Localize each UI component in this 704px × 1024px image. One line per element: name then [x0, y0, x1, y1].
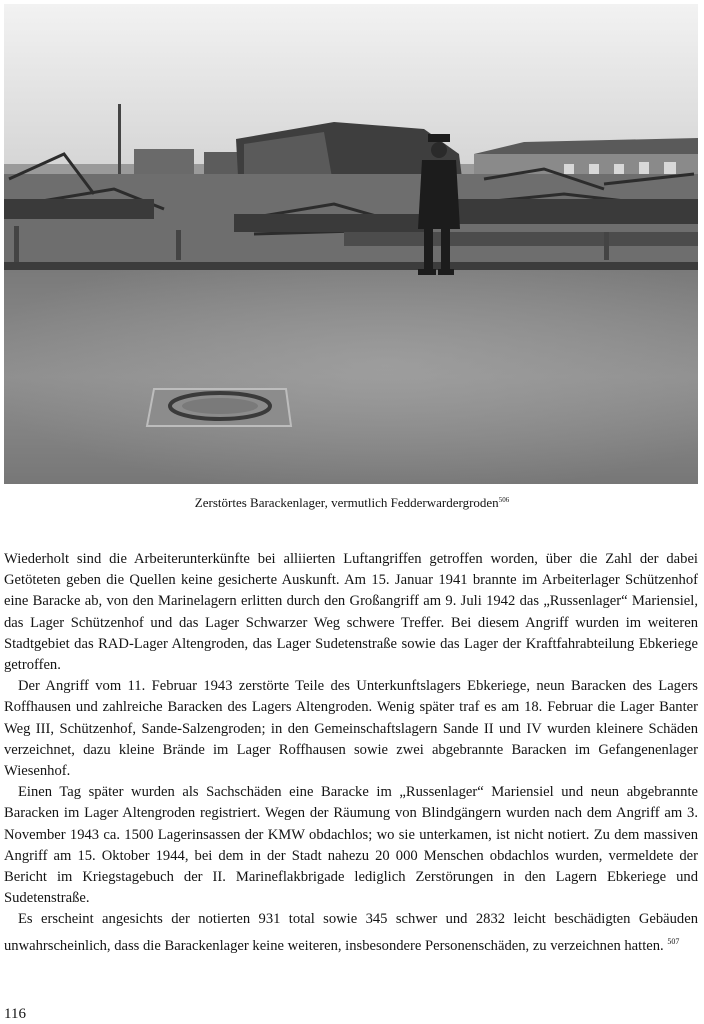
destroyed-barracks-photo: [4, 4, 698, 484]
paragraph-4: [4, 909, 698, 956]
paragraph-3: Einen Tag später wurden als Sachschäden eine Baracke im „Russenlager“ Mariensiel und neun abgebrannte Baracken im Lager Altengroden registriert. Wegen der Räumung von Blindgängern wurden nach dem Angriff am 3. November 1943 ca. 1500 Lagerinsassen der KMW obdachlos; wo sie unterkamen, ist nicht notiert. Zu dem massiven Angriff am 15. Oktober 1944, bei dem in der Stadt nahezu 20 000 Menschen obdachlos wurden, vermeldete der Bericht im Kriegstagebuch der II. Marineflakbrigade lediglich Zerstörungen in den Lagern Ebkeriege und Sudetenstraße.: [4, 784, 698, 907]
caption-text: Zerstörtes Barackenlager, vermutlich Fedderwardergroden: [194, 495, 499, 510]
page-number: 116: [4, 1006, 26, 1022]
footnote-ref-507: 507: [667, 936, 680, 946]
caption-footnote-ref: 506: [498, 496, 510, 504]
figure-caption: [0, 492, 704, 511]
paragraph-1: Wiederholt sind die Arbeiterunterkünfte bei alliierten Luftangriffen getroffen worden, über die Zahl der dabei Getöteten geben die Quellen keine gesicherte Auskunft. Am 15. Januar 1941 brannte im Arbeiterlager Schützenhof eine Baracke ab, von den Marinelagern erlitten durch den Großangriff am 9. Juli 1942 das „Russenlager“ Mariensiel, das Lager Schützenhof und das Lager Schwarzer Weg schwere Treffer. Bei diesem Angriff wurden im weiteren Stadtgebiet das RAD-Lager Altengroden, das Lager Sudetenstraße sowie das Lager der Kraftfahrabteilung Ebkeriege getroffen.: [4, 551, 698, 674]
paragraph-4-text: Es erscheint angesichts der notierten 931 total sowie 345 schwer und 2832 leicht beschädigten Gebäuden unwahrscheinlich, dass die Barackenlager keine weiteren, insbesondere Personenschäden, zu verzeichnen hatten.: [4, 911, 698, 954]
body-text: [4, 549, 698, 957]
paragraph-2: Der Angriff vom 11. Februar 1943 zerstörte Teile des Unterkunftslagers Ebkeriege, neun Baracken des Lagers Roffhausen und zahlreiche Baracken des Lagers Altengroden. Wenig später traf es am 18. Februar die Lager Banter Weg III, Schützenhof, Sande-Salzengroden; in den Gemeinschaftslagern Sande II und IV wurden kleinere Schäden verzeichnet, dazu kleine Brände im Lager Roffhausen sowie zwei abgebrannte Baracken im Gefangenenlager Wiesenhof.: [4, 678, 698, 780]
